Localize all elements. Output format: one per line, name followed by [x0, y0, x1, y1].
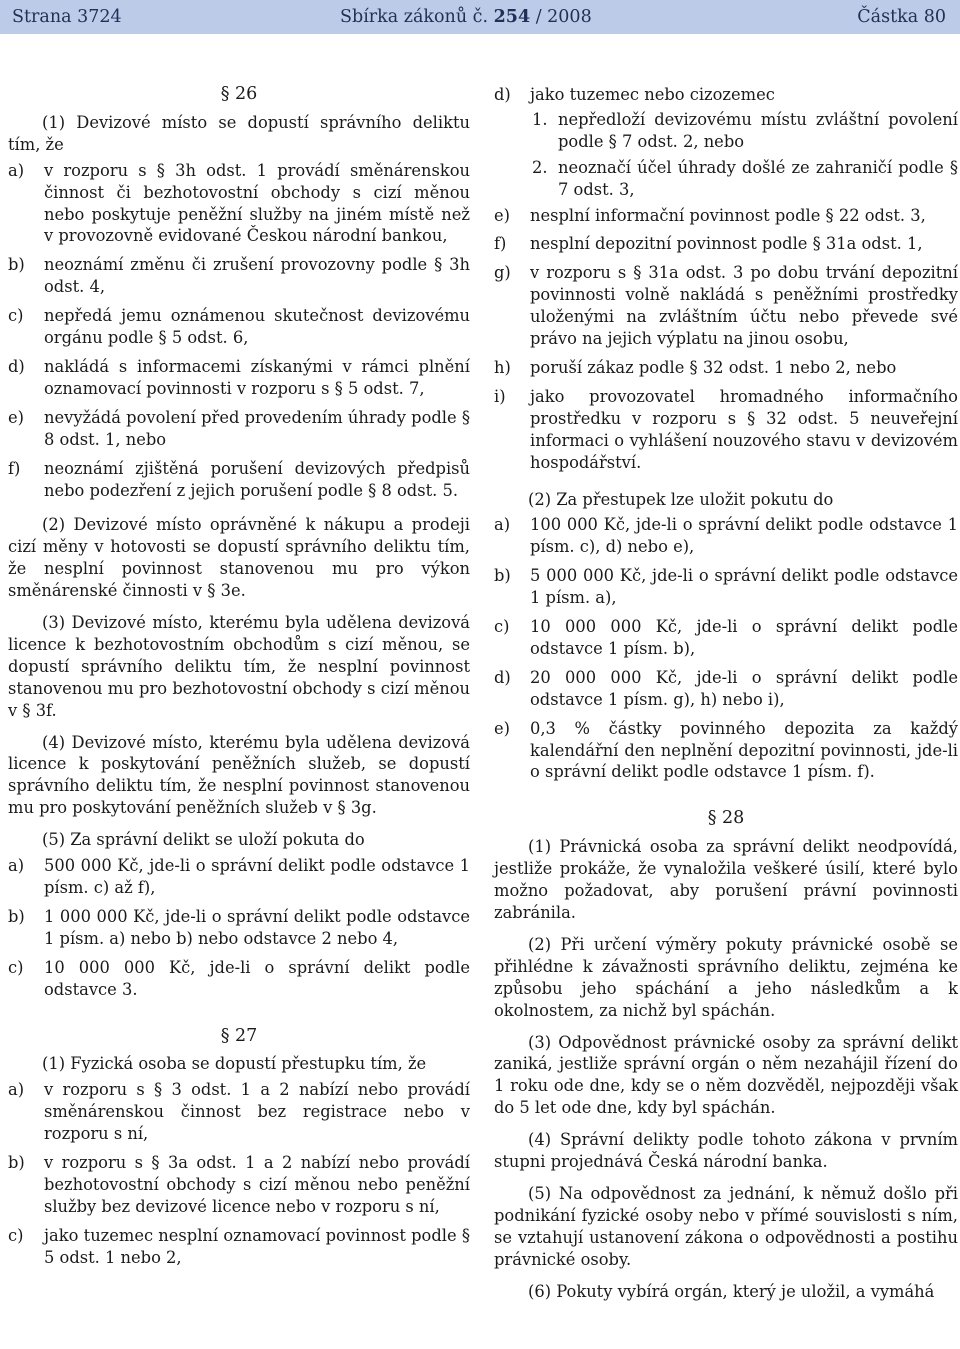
collection-title	[340, 6, 592, 28]
item-text: 100 000 Kč, jde-li o správní delikt podle odstavce 1 písm. c), d) nebo e),	[530, 515, 958, 557]
item-label: c)	[8, 957, 24, 977]
s26-p1-intro: (1) Devizové místo se dopustí správního deliktu tím, že	[8, 112, 470, 154]
list-item	[494, 205, 958, 227]
item-text: jako tuzemec nebo cizozemec	[530, 85, 775, 104]
list-item	[8, 356, 470, 400]
item-text: 10 000 000 Kč, jde-li o správní delikt podle odstavce 1 písm. b),	[530, 617, 958, 658]
item-text: neoznačí účel úhrady došlé ze zahraničí podle § 7 odst. 3,	[558, 157, 958, 199]
item-label: a)	[8, 856, 25, 876]
s28-paragraph-5: (5) Na odpovědnost za jednání, k němuž došlo při podnikání fyzické osoby nebo v přímé souvislosti s ním, se vztahují ustanovení zákona o odpovědnosti a postihu právnické osoby.	[494, 1183, 958, 1269]
list-item	[8, 1079, 470, 1145]
s28-paragraph-4: (4) Správní delikty podle tohoto zákona v prvním stupni projednává Česká národní banka.	[494, 1130, 958, 1172]
sub-list-item	[494, 157, 958, 201]
item-text: jako tuzemec nesplní oznamovací povinnost podle § 5 odst. 1 nebo 2,	[44, 1225, 470, 1267]
item-text: v rozporu s § 31a odst. 3 po dobu trvání depozitní povinnosti volně nakládá s peněžními prostředky uloženými na zvláštním účtu nebo převede své právo na jejich výplatu na jinou osobu,	[530, 263, 958, 349]
item-label: a)	[8, 1080, 25, 1100]
s28-paragraph-6: (6) Pokuty vybírá orgán, který je uložil, a vymáhá	[528, 1281, 935, 1301]
section-26-heading: § 26	[220, 84, 258, 104]
s26-p5-list	[8, 855, 470, 1000]
list-item	[8, 957, 470, 1001]
list-item	[494, 386, 958, 474]
law-number: 254	[493, 7, 531, 27]
part-number: Částka 80	[857, 7, 946, 27]
list-item	[494, 357, 958, 379]
list-item	[494, 233, 958, 255]
list-item	[494, 565, 958, 609]
s26-paragraph-3: (3) Devizové místo, kterému byla udělena devizová licence k bezhotovostním obchodům s cizí měnou, se dopustí správního deliktu tím, že nesplní povinnost stanovenou mu pro bezhotovostní obchody s cizí měnou v § 3f.	[8, 613, 470, 720]
s26-paragraph-2: (2) Devizové místo oprávněné k nákupu a prodeji cizí měny v hotovosti se dopustí správního deliktu tím, že nesplní povinnost stanovenou mu pro výkon směnárenské činnosti v § 3e.	[8, 515, 470, 601]
item-label: d)	[494, 667, 511, 687]
s28-paragraph-1: (1) Právnická osoba za správní delikt neodpovídá, jestliže prokáže, že vynaložila veškeré úsilí, které bylo možno požadovat, aby porušení právní povinnosti zabránila.	[494, 837, 958, 922]
s28-paragraph-3: (3) Odpovědnost právnické osoby za správní delikt zaniká, jestliže správní orgán o něm nezahájil řízení do 1 roku ode dne, kdy se o něm dozvěděl, nejpozději však do 5 let ode dne, kdy byl spáchán.	[494, 1032, 958, 1118]
item-text: 0,3 % částky povinného depozita za každý kalendářní den neplnění depozitní povinnosti, jde-li o správní delikt podle odstavce 1 písm. f).	[530, 718, 958, 782]
collection-prefix: Sbírka zákonů č.	[340, 7, 489, 27]
item-text: poruší zákaz podle § 32 odst. 1 nebo 2, nebo	[530, 357, 897, 377]
s27-p1-intro: (1) Fyzická osoba se dopustí přestupku tím, že	[42, 1054, 427, 1074]
s27-p2-intro: (2) Za přestupek lze uložit pokutu do	[528, 489, 834, 509]
list-item	[494, 718, 958, 784]
list-item	[8, 1225, 470, 1269]
item-label: b)	[8, 906, 25, 926]
item-text: 20 000 000 Kč, jde-li o správní delikt podle odstavce 1 písm. g), h) nebo i),	[530, 667, 958, 709]
item-text: v rozporu s § 3h odst. 1 provádí směnárenskou činnost či bezhotovostní obchody s cizí měnou nebo poskytuje peněžní služby na jiném místě než v provozovně evidované Českou národní bankou,	[44, 160, 470, 246]
item-label: c)	[494, 617, 510, 637]
item-label: f)	[494, 234, 507, 254]
item-label: a)	[8, 160, 25, 180]
item-text: v rozporu s § 3a odst. 1 a 2 nabízí nebo provádí bezhotovostní obchody s cizí měnou nebo peněžní služby bez devizové licence nebo v rozporu s ní,	[44, 1153, 470, 1216]
list-item	[8, 855, 470, 899]
list-item	[494, 84, 958, 106]
section-27-heading: § 27	[220, 1025, 258, 1046]
item-label: b)	[494, 566, 511, 586]
item-label: i)	[494, 386, 506, 406]
item-text: nevyžádá povolení před provedením úhrady podle § 8 odst. 1, nebo	[44, 407, 470, 449]
s27-p2-list	[494, 514, 958, 783]
item-text: neoznámí zjištěná porušení devizových předpisů nebo podezření z jejich porušení podle § 8 odst. 5.	[44, 458, 470, 500]
item-label: f)	[8, 458, 21, 478]
item-text: nesplní depozitní povinnost podle § 31a odst. 1,	[530, 234, 923, 254]
item-text: nepředloží devizovému místu zvláštní povolení podle § 7 odst. 2, nebo	[558, 109, 958, 151]
item-text: nepředá jemu oznámenou skutečnost devizovému orgánu podle § 5 odst. 6,	[44, 306, 470, 348]
item-text: nakládá s informacemi získanými v rámci plnění oznamovací povinnosti v rozporu s § 5 odst. 7,	[44, 356, 470, 398]
s26-p1-list	[8, 160, 470, 502]
item-text: neoznámí změnu či zrušení provozovny podle § 3h odst. 4,	[44, 255, 470, 297]
list-item	[494, 514, 958, 558]
law-year: / 2008	[535, 7, 592, 27]
section-28-heading: § 28	[707, 808, 745, 829]
item-text: v rozporu s § 3 odst. 1 a 2 nabízí nebo provádí směnárenskou činnost bez registrace nebo v rozporu s ní,	[44, 1080, 470, 1144]
item-label: g)	[494, 263, 511, 283]
list-item	[8, 160, 470, 248]
list-item	[494, 667, 958, 711]
item-label: e)	[8, 407, 24, 427]
list-item	[8, 1152, 470, 1218]
item-label: e)	[494, 718, 510, 738]
item-label: 2.	[532, 157, 548, 177]
s28-paragraph-2: (2) Při určení výměry pokuty právnické osobě se přihlédne k závažnosti správního deliktu, zejména ke způsobu jeho spáchání a jeho následkům a k okolnostem, za nichž byl spáchán.	[494, 934, 958, 1020]
item-text: 10 000 000 Kč, jde-li o správní delikt podle odstavce 3.	[44, 957, 470, 999]
item-text: 1 000 000 Kč, jde-li o správní delikt podle odstavce 1 písm. a) nebo b) nebo odstavce 2 nebo 4,	[44, 906, 470, 948]
item-label: e)	[494, 205, 510, 225]
item-label: b)	[8, 255, 25, 275]
list-item	[8, 407, 470, 451]
s26-p5-intro: (5) Za správní delikt se uloží pokuta do	[42, 830, 365, 850]
item-label: c)	[8, 1225, 24, 1245]
right-column	[494, 84, 958, 1313]
item-label: a)	[494, 515, 511, 535]
item-label: d)	[8, 356, 25, 376]
item-label: 1.	[532, 109, 548, 129]
item-text: jako provozovatel hromadného informačního prostředku v rozporu s § 32 odst. 5 neuveřejní informaci o vyhlášení nouzového stavu v devizovém hospodářství.	[530, 386, 958, 472]
page-header	[0, 0, 960, 34]
list-item	[494, 616, 958, 660]
item-text: 5 000 000 Kč, jde-li o správní delikt podle odstavce 1 písm. a),	[530, 566, 958, 608]
s27-p1-list	[8, 1079, 470, 1268]
item-label: d)	[494, 85, 511, 104]
sub-list-item	[494, 109, 958, 153]
left-column	[8, 84, 470, 1276]
item-label: c)	[8, 306, 24, 326]
list-item	[8, 254, 470, 298]
list-item	[8, 458, 470, 502]
list-item	[8, 906, 470, 950]
list-item	[8, 305, 470, 349]
item-text: 500 000 Kč, jde-li o správní delikt podle odstavce 1 písm. c) až f),	[44, 856, 470, 897]
item-label: b)	[8, 1153, 25, 1173]
s26-paragraph-4: (4) Devizové místo, kterému byla udělena devizová licence k poskytování peněžních služeb, se dopustí správního deliktu tím, že nesplní povinnost stanovenou mu pro poskytování peněžních služeb v § 3g.	[8, 732, 470, 818]
item-text: nesplní informační povinnost podle § 22 odst. 3,	[530, 205, 926, 225]
list-item	[494, 262, 958, 350]
page-number: Strana 3724	[12, 7, 122, 27]
item-label: h)	[494, 357, 511, 377]
